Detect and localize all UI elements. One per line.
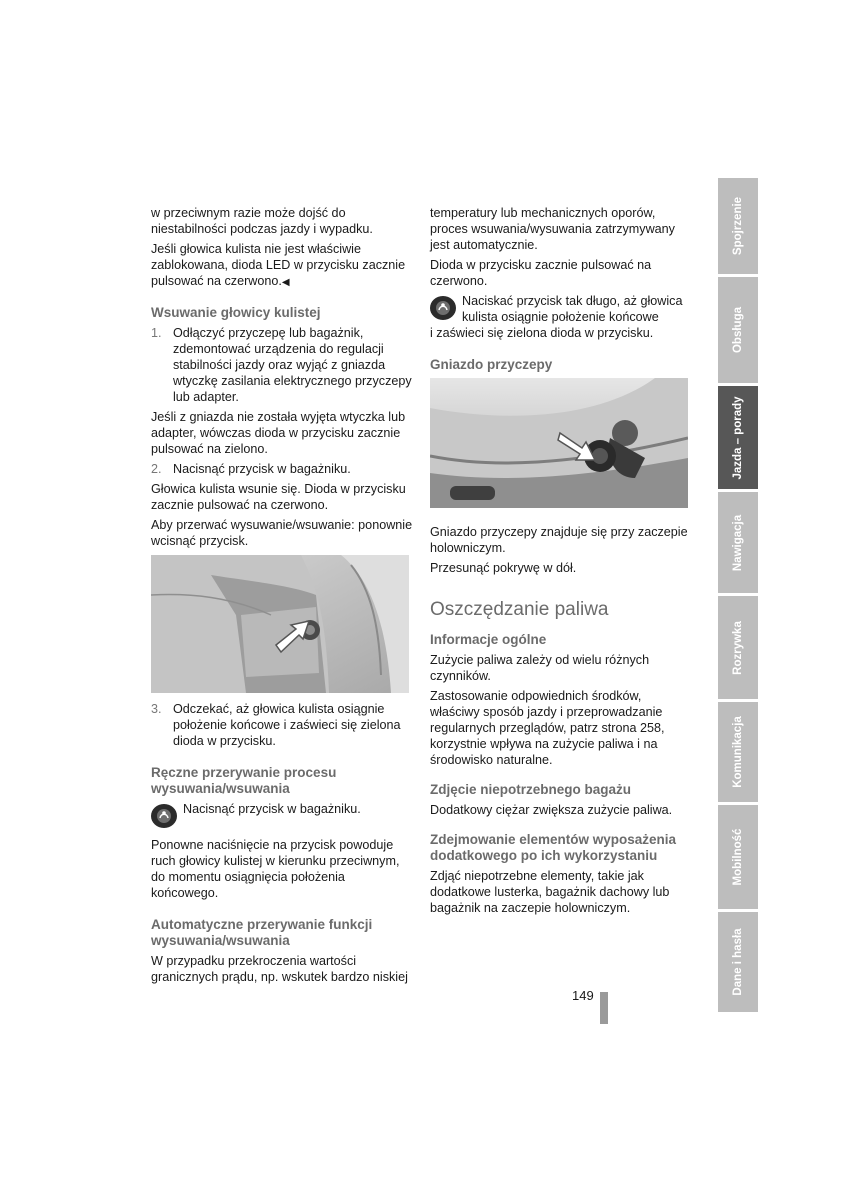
tab-mobilnosc[interactable] <box>718 805 758 909</box>
tab-jazda-porady-label: Jazda – porady <box>732 395 744 480</box>
step-3-number: 3. <box>151 702 162 716</box>
step-2-number: 2. <box>151 462 162 476</box>
heading-wsuwanie: Wsuwanie głowicy kulistej <box>151 305 321 320</box>
left-column <box>151 205 413 553</box>
heading-zdejmowanie: Zdejmowanie elementów wyposażenia dodatkowego po ich wykorzystaniu <box>430 832 677 863</box>
intro-text-2: Jeśli głowica kulista nie jest właściwie zablokowana, dioda LED w przycisku zacznie pulsować na czerwono. <box>151 242 406 288</box>
right-column-lower <box>430 524 692 920</box>
tab-spojrzenie-label: Spojrzenie <box>732 196 744 256</box>
heading-reczne: Ręczne przerywanie procesu wysuwania/wsuwania <box>151 765 337 796</box>
tab-nawigacja[interactable] <box>718 492 758 593</box>
tab-mobilnosc-label: Mobilność <box>732 828 744 886</box>
reczne-instruction <box>151 801 413 829</box>
tab-dane-i-hasla[interactable] <box>718 912 758 1012</box>
trunk-button-photo <box>151 555 409 693</box>
left-column-lower <box>151 701 413 989</box>
heading-informacje-ogolne: Informacje ogólne <box>430 632 547 647</box>
step-3 <box>151 701 413 749</box>
continuation-paragraph-1: temperatury lub mechanicznych oporów, proces wsuwania/wysuwania zatrzymywany jest automatycznie. <box>430 206 675 252</box>
zdjecie-paragraph: Dodatkowy ciężar zwiększa zużycie paliwa. <box>430 803 673 817</box>
step-2-text: Nacisnąć przycisk w bagażniku. <box>173 462 351 476</box>
continuation-paragraph-2: Dioda w przycisku zacznie pulsować na czerwono. <box>430 258 652 288</box>
tab-komunikacja[interactable] <box>718 702 758 802</box>
tab-nawigacja-label: Nawigacja <box>732 514 744 571</box>
step-3-text: Odczekać, aż głowica kulista osiągnie położenie końcowe i zaświeci się zielona dioda w przycisku. <box>173 702 401 748</box>
tab-spojrzenie[interactable] <box>718 178 758 274</box>
trailer-socket-photo <box>430 378 688 508</box>
zdejmowanie-paragraph: Zdjąć niepotrzebne elementy, takie jak dodatkowe lusterka, bagażnik dachowy lub bagażnik na zaczepie holowniczym. <box>430 869 670 915</box>
step-1-note: Jeśli z gniazda nie została wyjęta wtyczka lub adapter, wówczas dioda w przycisku zacznie pulsować na zielono. <box>151 410 406 456</box>
heading-gniazdo: Gniazdo przyczepy <box>430 357 553 372</box>
step-1-text: Odłączyć przyczepę lub bagażnik, zdemontować urządzenia do regulacji stabilności jazdy oraz wyjąć z gniazda wtyczkę zasilania elektrycznego przyczepy lub adapter. <box>173 326 412 404</box>
info-paragraph-1: Zużycie paliwa zależy od wielu różnych czynników. <box>430 653 650 683</box>
tab-dane-i-hasla-label: Dane i hasła <box>732 928 744 996</box>
intro-paragraph-1: w przeciwnym razie może dojść do niestabilności podczas jazdy i wypadku. <box>151 206 373 236</box>
step-1-number: 1. <box>151 326 162 340</box>
end-mark-icon: ◀ <box>281 277 290 288</box>
trunk-illustration <box>151 555 409 693</box>
chapter-tabs <box>718 178 758 1015</box>
auto-paragraph: W przypadku przekroczenia wartości granicznych prądu, np. wskutek bardzo niskiej <box>151 954 408 984</box>
tab-rozrywka[interactable] <box>718 596 758 699</box>
gniazdo-paragraph-1: Gniazdo przyczepy znajduje się przy zaczepie holowniczym. <box>430 525 688 555</box>
tab-jazda-porady[interactable] <box>718 386 758 489</box>
right-column <box>430 205 692 377</box>
hold-button-instruction <box>430 293 692 325</box>
tab-obsluga[interactable] <box>718 277 758 383</box>
reczne-instruction-text: Nacisnąć przycisk w bagażniku. <box>183 802 361 816</box>
step-1 <box>151 325 413 405</box>
tab-komunikacja-label: Komunikacja <box>732 716 744 788</box>
trunk-button-icon <box>151 803 177 829</box>
gniazdo-paragraph-2: Przesunąć pokrywę w dół. <box>430 561 577 575</box>
tab-obsluga-label: Obsługa <box>732 306 744 354</box>
intro-paragraph-2 <box>151 241 413 291</box>
info-paragraph-2: Zastosowanie odpowiednich środków, właściwy sposób jazdy i przeprowadzanie regularnych przeglądów, patrz strona 258, korzystnie wpływa na zużycie paliwa i na środowisko naturalne. <box>430 689 665 767</box>
trunk-button-icon <box>430 295 456 321</box>
heading-automatyczne: Automatyczne przerywanie funkcji wysuwania/wsuwania <box>151 917 373 948</box>
step-2-note-2: Aby przerwać wysuwanie/wsuwanie: ponownie wcisnąć przycisk. <box>151 518 413 548</box>
heading-oszczedzanie-paliwa: Oszczędzanie paliwa <box>430 599 609 620</box>
trailer-socket-illustration <box>430 378 688 508</box>
reczne-paragraph: Ponowne naciśnięcie na przycisk powoduje ruch głowicy kulistej w kierunku przeciwnym, do momentu osiągnięcia położenia końcowego. <box>151 838 400 900</box>
step-2-note-1: Głowica kulista wsunie się. Dioda w przycisku zacznie pulsować na czerwono. <box>151 482 406 512</box>
hold-button-text-b: i zaświeci się zielona dioda w przycisku. <box>430 326 654 340</box>
tab-rozrywka-label: Rozrywka <box>732 620 744 675</box>
page-number-bar <box>600 992 608 1024</box>
hold-button-text-a: Naciskać przycisk tak długo, aż głowica kulista osiągnie położenie końcowe <box>462 294 683 324</box>
page-number: 149 <box>572 988 594 1003</box>
heading-zdjecie-bagazu: Zdjęcie niepotrzebnego bagażu <box>430 782 632 797</box>
step-2 <box>151 461 413 477</box>
